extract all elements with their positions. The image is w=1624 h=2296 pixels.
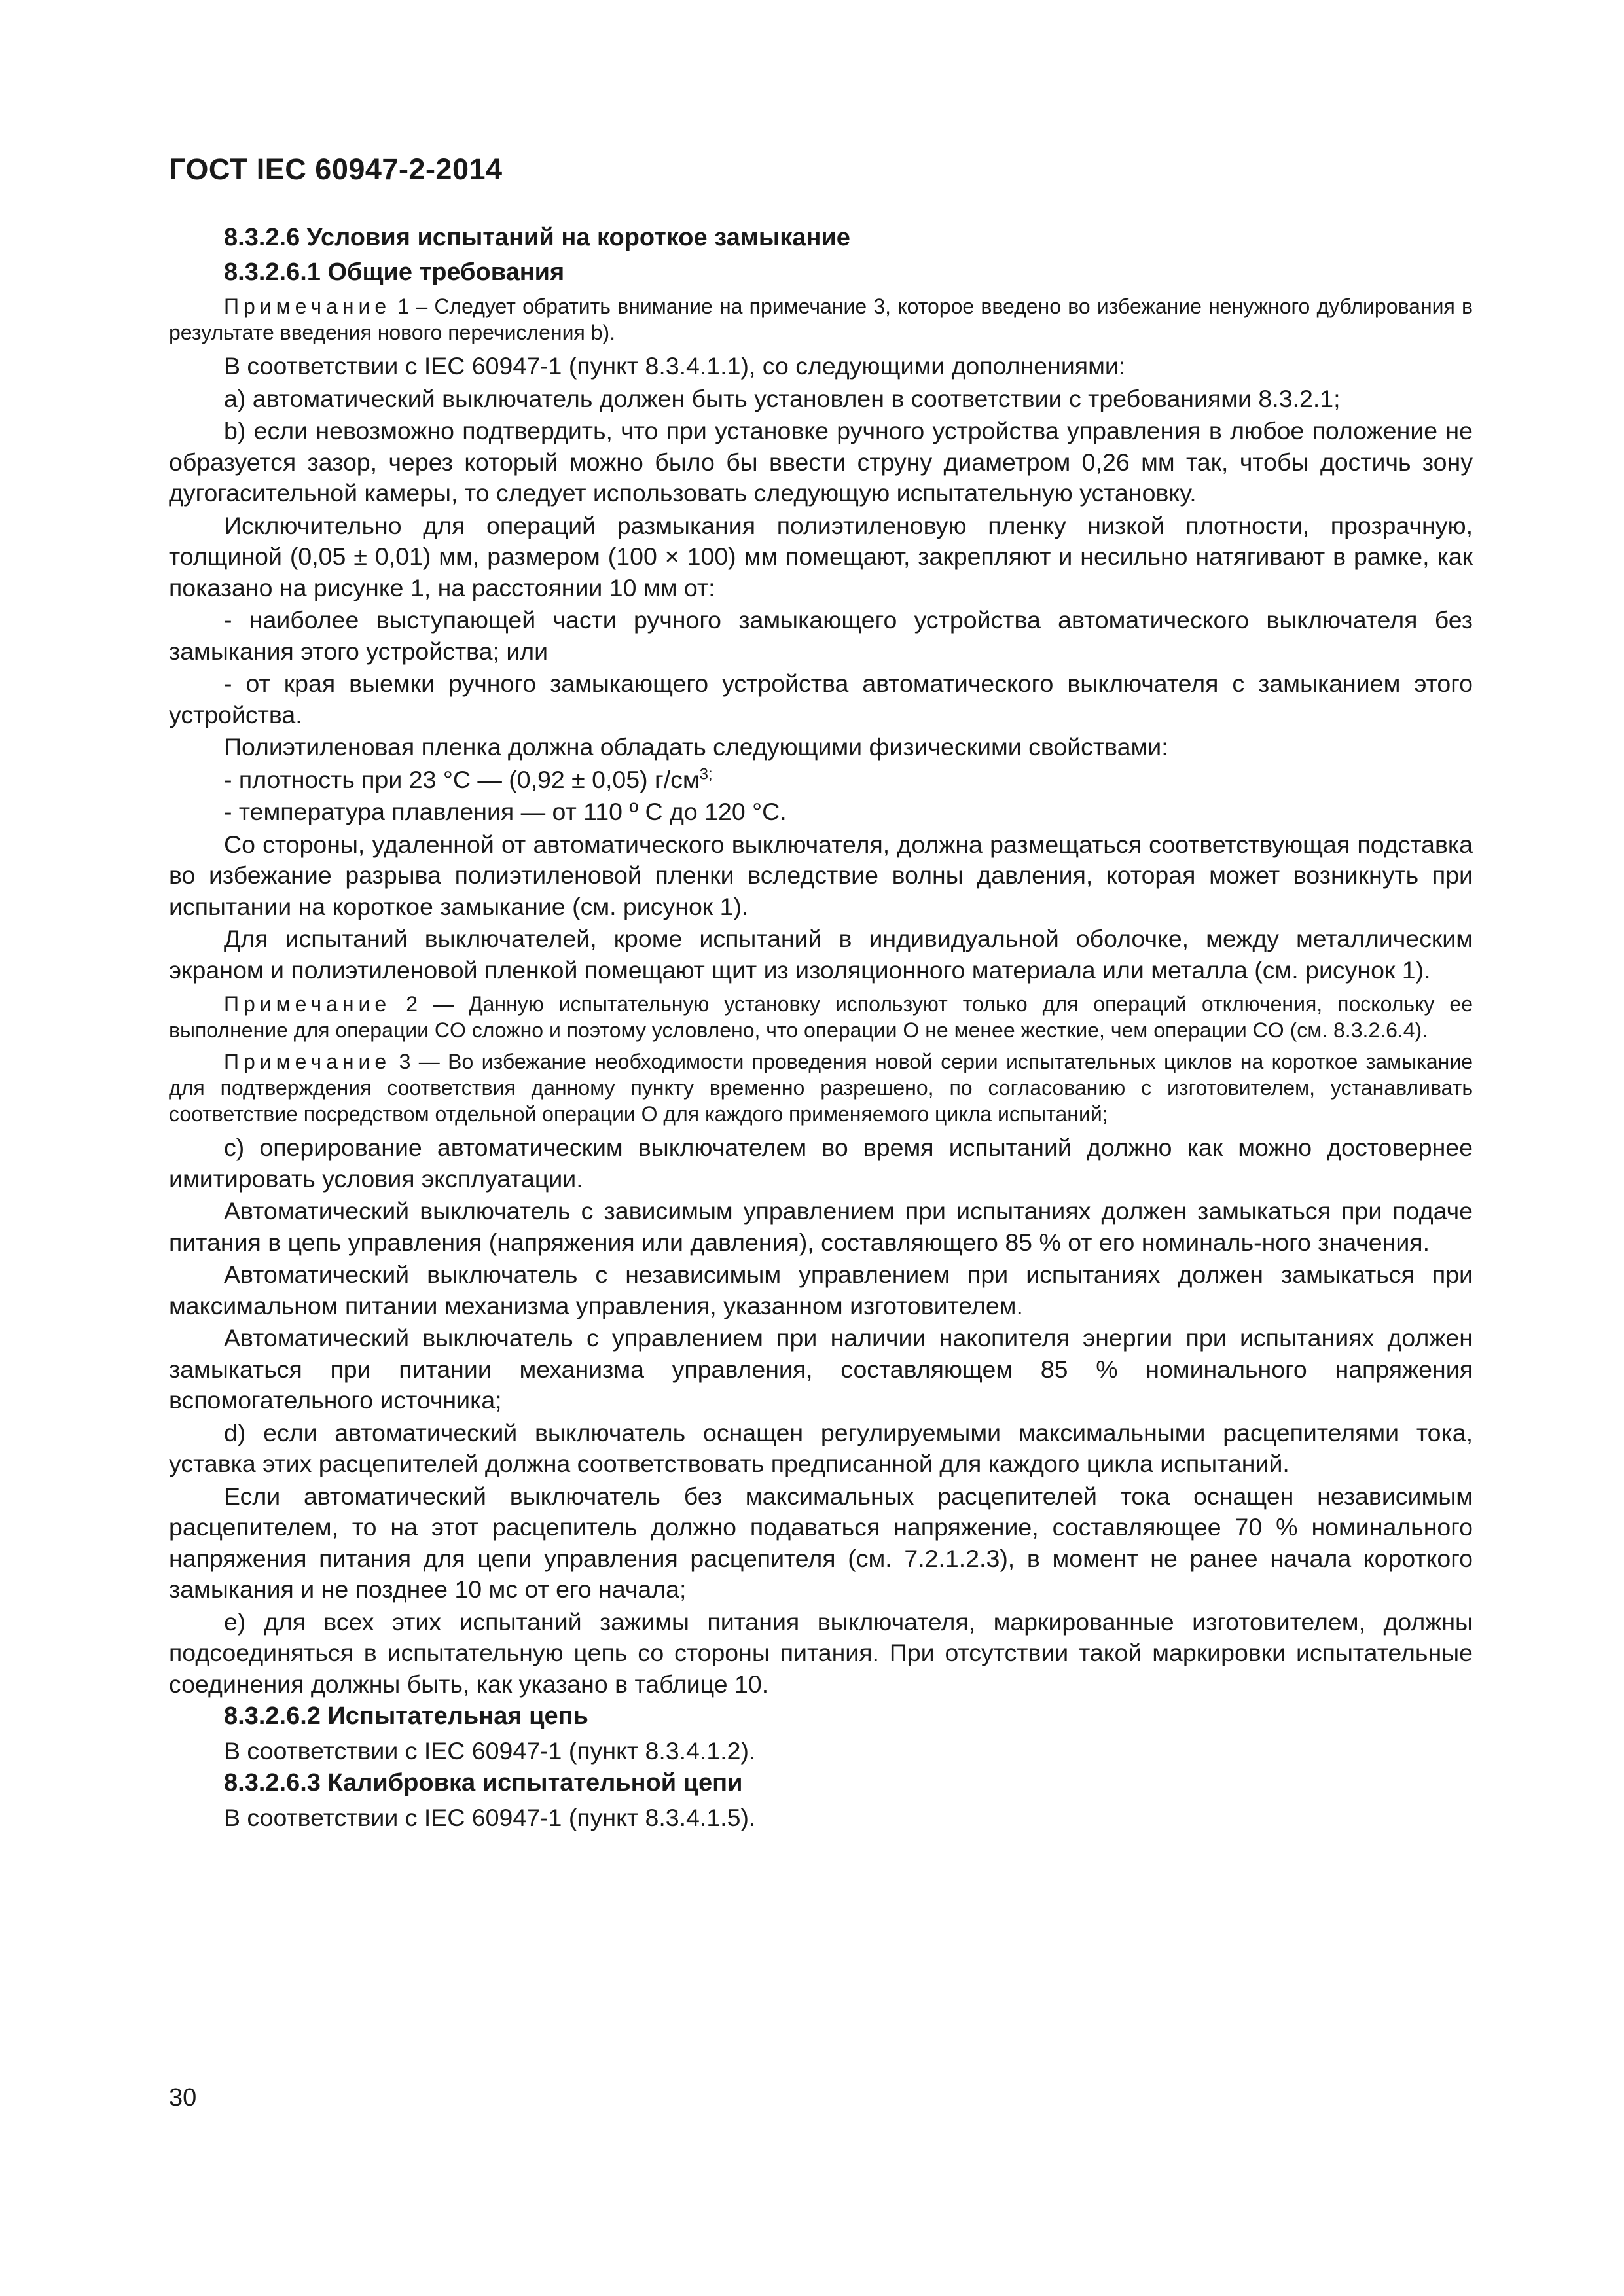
section-heading: 8.3.2.6 Условия испытаний на короткое замыкание: [224, 224, 850, 251]
paragraph: - наиболее выступающей части ручного замыкающего устройства автоматического выключателя без замыкания этого устройства; или: [169, 606, 1473, 665]
note: [169, 293, 1473, 346]
paragraph: e) для всех этих испытаний зажимы питания выключателя, маркированные изготовителем, должны подсоединяться в испытательную цепь со стороны питания. При отсутствии такой маркировки испытательные соединения должны быть, как указано в таблице 10.: [169, 1607, 1473, 1698]
paragraph: В соответствии с IEC 60947-1 (пункт 8.3.4.1.1), со следующими дополнениями:: [224, 352, 1126, 380]
section-heading: 8.3.2.6.1 Общие требования: [224, 258, 565, 286]
paragraph: Со стороны, удаленной от автоматического выключателя, должна размещаться соответствующая подставка во избежание разрыва полиэтиленовой пленки вследствие волны давления, которая может возникнуть при испытании на короткое замыкание (см. рисунок 1).: [169, 830, 1473, 920]
note: [169, 1049, 1473, 1127]
paragraph: [169, 764, 1473, 796]
paragraph: a) автоматический выключатель должен быть установлен в соответствии с требованиями 8.3.2.1;: [224, 384, 1341, 412]
page-number: 30: [169, 2084, 197, 2111]
note-text: 1 – Следует обратить внимание на примечание 3, которое введено во избежание ненужного дублирования в результате введения нового перечисления b).: [169, 295, 1473, 344]
note-label: Примечание: [224, 295, 391, 318]
density-text: - плотность при 23 °C — (0,92 ± 0,05) г/см: [224, 765, 700, 793]
note-text: 3 — Во избежание необходимости проведения новой серии испытательных циклов на короткое замыкание для подтверждения соответствия данному пункту временно разрешено, по согласованию с изготовителем, устанавливать соответствие посредством отдельной операции O для каждого применяемого цикла испытаний;: [169, 1050, 1473, 1126]
paragraph: В соответствии с IEC 60947-1 (пункт 8.3.4.1.5).: [224, 1803, 756, 1831]
paragraph: Исключительно для операций размыкания полиэтиленовую пленку низкой плотности, прозрачную, толщиной (0,05 ± 0,01) мм, размером (100 × 100) мм помещают, закрепляют и несильно натягивают в рамке, как показано на рисунке 1, на расстоянии 10 мм от:: [169, 511, 1473, 601]
note-label: Примечание: [224, 1050, 391, 1073]
paragraph: Для испытаний выключателей, кроме испытаний в индивидуальной оболочке, между металлическим экраном и полиэтиленовой пленкой помещают щит из изоляционного материала или металла (см. рисунок 1).: [169, 925, 1473, 984]
note-text: 2 — Данную испытательную установку используют только для операций отключения, поскольку ее выполнение для операции CO сложно и поэтому условлено, что операции O не менее жесткие, чем операции CO (см. 8.3.2.6.4).: [169, 992, 1473, 1042]
paragraph: c) оперирование автоматическим выключателем во время испытаний должно как можно достовернее имитировать условия эксплуатации.: [169, 1134, 1473, 1193]
paragraph: - от края выемки ручного замыкающего устройства автоматического выключателя с замыканием этого устройства.: [169, 670, 1473, 728]
paragraph: Автоматический выключатель с зависимым управлением при испытаниях должен замыкаться при подаче питания в цепь управления (напряжения или давления), составляющего 85 % от его номиналь-ного значения.: [169, 1197, 1473, 1256]
paragraph: Автоматический выключатель с управлением при наличии накопителя энергии при испытаниях должен замыкаться при питании механизма управления, составляющем 85 % номинального напряжения вспомогательного источника;: [169, 1324, 1473, 1414]
note: [169, 991, 1473, 1043]
paragraph: Автоматический выключатель с независимым управлением при испытаниях должен замыкаться при максимальном питании механизма управления, указанном изготовителем.: [169, 1261, 1473, 1319]
superscript: 3;: [699, 765, 713, 783]
paragraph: d) если автоматический выключатель оснащен регулируемыми максимальными расцепителями тока, уставка этих расцепителей должна соответствовать предписанной для каждого цикла испытаний.: [169, 1418, 1473, 1477]
paragraph: В соответствии с IEC 60947-1 (пункт 8.3.4.1.2).: [224, 1736, 756, 1765]
paragraph: - температура плавления — от 110 º С до 120 °С.: [224, 798, 787, 825]
note-label: Примечание: [224, 992, 391, 1016]
paragraph: Если автоматический выключатель без максимальных расцепителей тока оснащен независимым расцепителем, то на этот расцепитель должно подаваться напряжение, составляющее 70 % номинального напряжения питания для цепи управления расцепителя (см. 7.2.1.2.3), в момент не ранее начала короткого замыкания и не позднее 10 мс от его начала;: [169, 1482, 1473, 1603]
document-header: ГОСТ IEC 60947-2-2014: [169, 152, 503, 186]
document-body: [169, 223, 1473, 1835]
section-heading: 8.3.2.6.3 Калибровка испытательной цепи: [224, 1769, 743, 1797]
section-heading: 8.3.2.6.2 Испытательная цепь: [224, 1702, 588, 1730]
paragraph: Полиэтиленовая пленка должна обладать следующими физическими свойствами:: [224, 733, 1168, 761]
paragraph: b) если невозможно подтвердить, что при установке ручного устройства управления в любое положение не образуется зазор, через который можно было бы ввести струну диаметром 0,26 мм так, чтобы достичь зону дугогасительной камеры, то следует использовать следующую испытательную установку.: [169, 417, 1473, 507]
